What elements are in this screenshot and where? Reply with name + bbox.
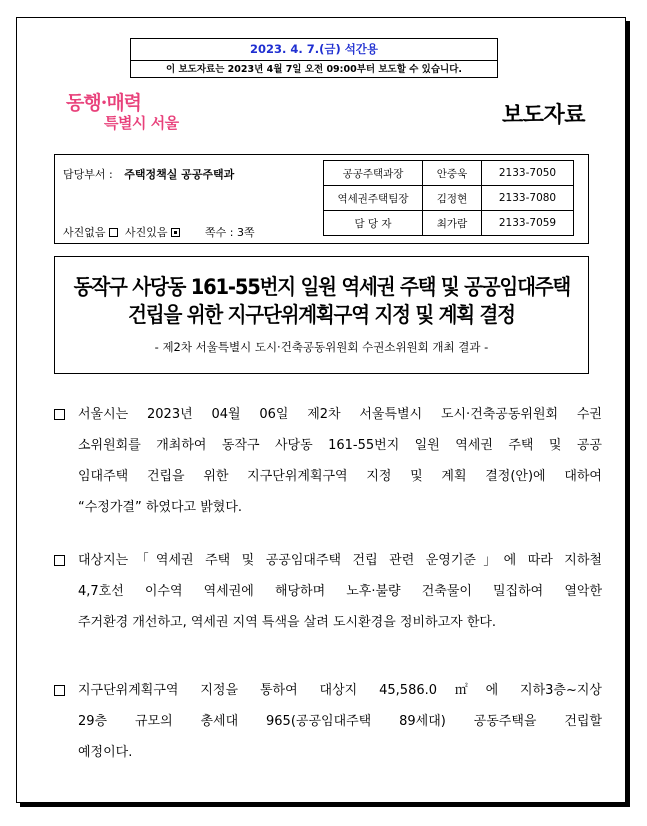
paragraph-line: 지구단위계획구역 지정을 통하여 대상지 45,586.0㎡에 지하3층~지상 [78,683,602,698]
contact-phone: 2133-7050 [482,161,574,186]
subheadline: - 제2차 서울특별시 도시·건축공동위원회 수권소위원회 개최 결과 - [154,340,489,354]
contact-phone: 2133-7059 [482,211,574,236]
paragraph-line: 소위원회를 개최하여 동작구 사당동 161-55번지 일원 역세권 주택 및 공공 [78,438,602,453]
photo-pages-line [63,224,255,240]
paragraph-line: 4,7호선 이수역 역세권에 해당하며 노후·불량 건축물이 밀집하여 열악한 [78,584,602,599]
square-bullet-icon [54,685,65,696]
press-release-label: 보도자료 [502,103,586,128]
paragraph-text [78,675,602,768]
department-value: 주택정책실 공공주택과 [124,168,235,181]
photo-yes-checkbox-icon [171,228,180,237]
contact-role: 공공주택과장 [324,161,423,186]
table-row [324,186,574,211]
paragraph-2 [54,545,602,638]
contact-info-box [54,154,589,244]
pages-count: 쪽수 : 3쪽 [205,226,255,239]
table-row [324,211,574,236]
embargo-notice: 이 보도자료는 2023년 4월 7일 오전 09:00부터 보도할 수 있습니다. [166,64,462,75]
paragraph-3 [54,675,602,768]
contact-name: 김정현 [423,186,482,211]
paragraph-line: 서울시는 2023년 04월 06일 제2차 서울특별시 도시·건축공동위원회 수권 [78,407,602,422]
photo-yes-label: 사진있음 [125,226,168,239]
department-line [63,166,234,182]
table-row [324,161,574,186]
headline-line2: 건립을 위한 지구단위계획구역 지정 및 계획 결정 [128,303,515,327]
paragraph-line: 29층 규모의 총세대 965(공공임대주택 89세대) 공동주택을 건립할 [78,714,602,729]
paragraph-line: 예정이다. [78,745,133,760]
contact-phone: 2133-7080 [482,186,574,211]
paragraph-line: 임대주택 건립을 위한 지구단위계획구역 지정 및 계획 결정(안)에 대하여 [78,469,602,484]
paragraph-line: 주거환경 개선하고, 역세권 지역 특색을 살려 도시환경을 정비하고자 한다. [78,615,497,630]
square-bullet-icon [54,555,65,566]
photo-none-checkbox-icon [109,228,118,237]
contact-role: 담 당 자 [324,211,423,236]
paragraph-text [78,399,602,523]
paragraph-text [78,545,602,638]
photo-none-label: 사진없음 [63,226,106,239]
release-info-box [130,38,498,78]
contact-name: 최가람 [423,211,482,236]
paragraph-line: “수정가결” 하였다고 밝혔다. [78,500,243,515]
logo-text-line2: 특별시 서울 [104,114,179,132]
paragraph-line: 대상지는「역세권 주택 및 공공임대주택 건립 관련 운영기준」에 따라 지하철 [78,553,602,568]
square-bullet-icon [54,409,65,420]
department-label: 담당부서 : [63,168,113,181]
seoul-logo [66,88,186,138]
release-date: 2023. 4. 7.(금) 석간용 [131,39,497,61]
headline-box [54,256,589,374]
contact-role: 역세권주택팀장 [324,186,423,211]
logo-text-line1: 동행·매력 [66,92,142,114]
contact-table [323,160,574,236]
contact-name: 안중욱 [423,161,482,186]
paragraph-1 [54,399,602,523]
headline-line1: 동작구 사당동 161-55번지 일원 역세권 주택 및 공공임대주택 [73,275,571,299]
